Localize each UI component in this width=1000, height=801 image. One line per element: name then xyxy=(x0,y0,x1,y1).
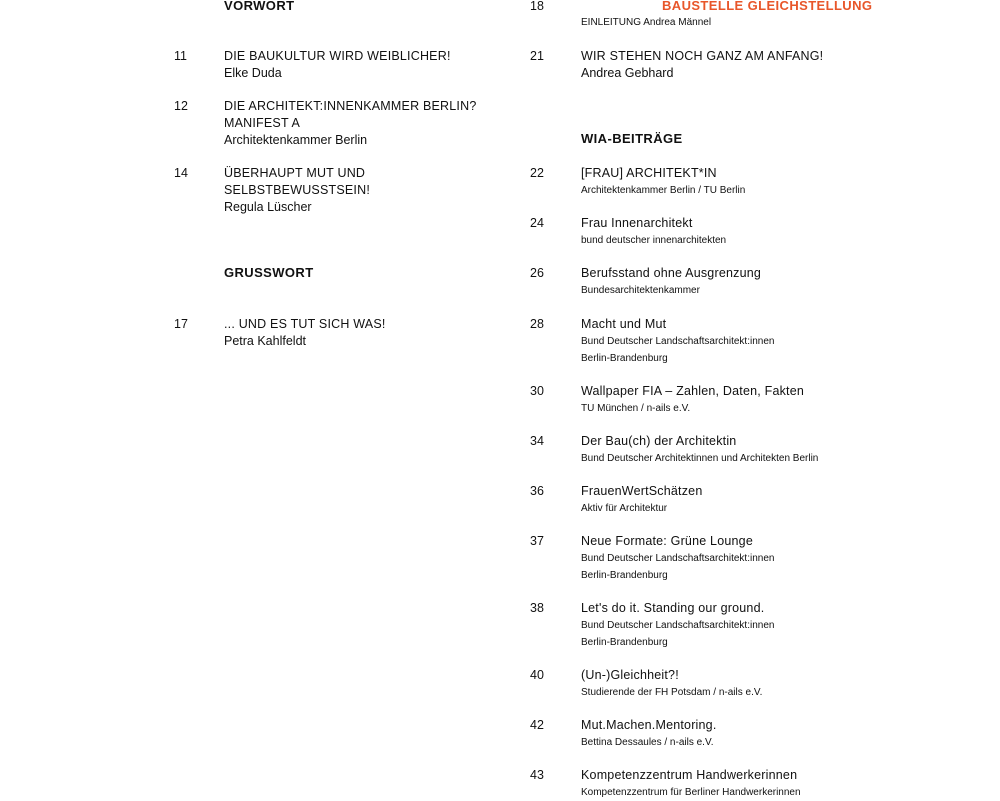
page-number: 34 xyxy=(530,434,544,448)
entry-body xyxy=(581,667,762,701)
page-number: 26 xyxy=(530,266,544,280)
entry-title-line2: SELBSTBEWUSSTSEIN! xyxy=(224,182,370,197)
entry-body xyxy=(581,433,818,467)
entry-title: Mut.Machen.Mentoring. xyxy=(581,718,717,732)
entry-body xyxy=(581,533,774,584)
entry-author: Bundesarchitektenkammer xyxy=(581,284,700,296)
entry-author: Regula Lüscher xyxy=(224,199,312,214)
entry-body xyxy=(581,717,717,751)
entry-author-line2: Berlin-Brandenburg xyxy=(581,636,668,648)
entry-title: DIE BAUKULTUR WIRD WEIBLICHER! xyxy=(224,49,451,63)
entry-author-line2: Berlin-Brandenburg xyxy=(581,569,668,581)
entry-author: EINLEITUNG Andrea Männel xyxy=(581,17,712,28)
page-number: 42 xyxy=(530,718,544,732)
entry-body xyxy=(224,48,451,82)
entry-body xyxy=(581,767,801,801)
entry-author: Petra Kahlfeldt xyxy=(224,333,306,348)
page-number: 18 xyxy=(530,0,544,13)
entry-body xyxy=(224,316,386,350)
entry-author: Architektenkammer Berlin / TU Berlin xyxy=(581,184,746,196)
page-number: 17 xyxy=(174,317,188,331)
entry-title: ... UND ES TUT SICH WAS! xyxy=(224,317,386,331)
page-number: 22 xyxy=(530,166,544,180)
entry-body xyxy=(581,600,774,651)
entry-title: Let's do it. Standing our ground. xyxy=(581,601,765,615)
entry-author: Bund Deutscher Architektinnen und Architekten Berlin xyxy=(581,452,819,464)
entry-body xyxy=(581,316,774,367)
page-number: 12 xyxy=(174,99,188,113)
entry-title: Wallpaper FIA – Zahlen, Daten, Fakten xyxy=(581,384,805,398)
entry-author: Architektenkammer Berlin xyxy=(224,132,368,147)
entry-title: Der Bau(ch) der Architektin xyxy=(581,434,737,448)
section-heading-baustelle: BAUSTELLE GLEICHSTELLUNG xyxy=(662,0,873,13)
page-number: 28 xyxy=(530,317,544,331)
entry-body xyxy=(224,98,476,148)
entry-title: ÜBERHAUPT MUT UND xyxy=(224,166,366,180)
page-number: 40 xyxy=(530,668,544,682)
entry-title: WIR STEHEN NOCH GANZ AM ANFANG! xyxy=(581,49,824,63)
entry-title: Kompetenzzentrum Handwerkerinnen xyxy=(581,768,798,782)
entry-title-line2: MANIFEST A xyxy=(224,115,301,130)
entry-body xyxy=(581,483,702,517)
entry-title: DIE ARCHITEKT:INNENKAMMER BERLIN? xyxy=(224,99,477,113)
section-heading-vorwort: VORWORT xyxy=(224,0,295,13)
page-number: 38 xyxy=(530,601,544,615)
entry-author-line2: Berlin-Brandenburg xyxy=(581,352,668,364)
entry-body xyxy=(224,165,370,215)
entry-author: TU München / n-ails e.V. xyxy=(581,402,691,414)
page-number: 30 xyxy=(530,384,544,398)
entry-author: Elke Duda xyxy=(224,65,282,80)
entry-author: Bund Deutscher Landschaftsarchitekt:innen xyxy=(581,619,775,631)
page-number: 43 xyxy=(530,768,544,782)
entry-body xyxy=(581,48,823,82)
entry-title: FrauenWertSchätzen xyxy=(581,484,703,498)
entry-author: Aktiv für Architektur xyxy=(581,502,668,514)
page-number: 37 xyxy=(530,534,544,548)
entry-author: bund deutscher innenarchitekten xyxy=(581,234,727,246)
section-heading-wia-beitraege: WIA-BEITRÄGE xyxy=(581,131,683,146)
page-number: 14 xyxy=(174,166,188,180)
entry-body xyxy=(581,0,873,31)
entry-title: [FRAU] ARCHITEKT*IN xyxy=(581,166,717,180)
entry-title: Frau Innenarchitekt xyxy=(581,216,693,230)
entry-body xyxy=(581,215,726,249)
entry-author: Kompetenzzentrum für Berliner Handwerkerinnen xyxy=(581,786,801,798)
entry-author: Studierende der FH Potsdam / n-ails e.V. xyxy=(581,686,763,698)
page-number: 21 xyxy=(530,49,544,63)
section-heading-grusswort: GRUSSWORT xyxy=(224,265,314,280)
entry-title: Macht und Mut xyxy=(581,317,667,331)
entry-title: Neue Formate: Grüne Lounge xyxy=(581,534,753,548)
entry-title: Berufsstand ohne Ausgrenzung xyxy=(581,266,762,280)
entry-body xyxy=(581,383,804,417)
page-number: 36 xyxy=(530,484,544,498)
entry-author: Bund Deutscher Landschaftsarchitekt:innen xyxy=(581,335,775,347)
entry-title: (Un-)Gleichheit?! xyxy=(581,668,679,682)
page-number: 11 xyxy=(174,49,187,63)
entry-author: Bund Deutscher Landschaftsarchitekt:innen xyxy=(581,552,775,564)
page-number: 24 xyxy=(530,216,544,230)
entry-author: Bettina Dessaules / n-ails e.V. xyxy=(581,736,714,748)
entry-body xyxy=(581,165,745,199)
entry-body xyxy=(581,265,761,299)
entry-author: Andrea Gebhard xyxy=(581,65,674,80)
